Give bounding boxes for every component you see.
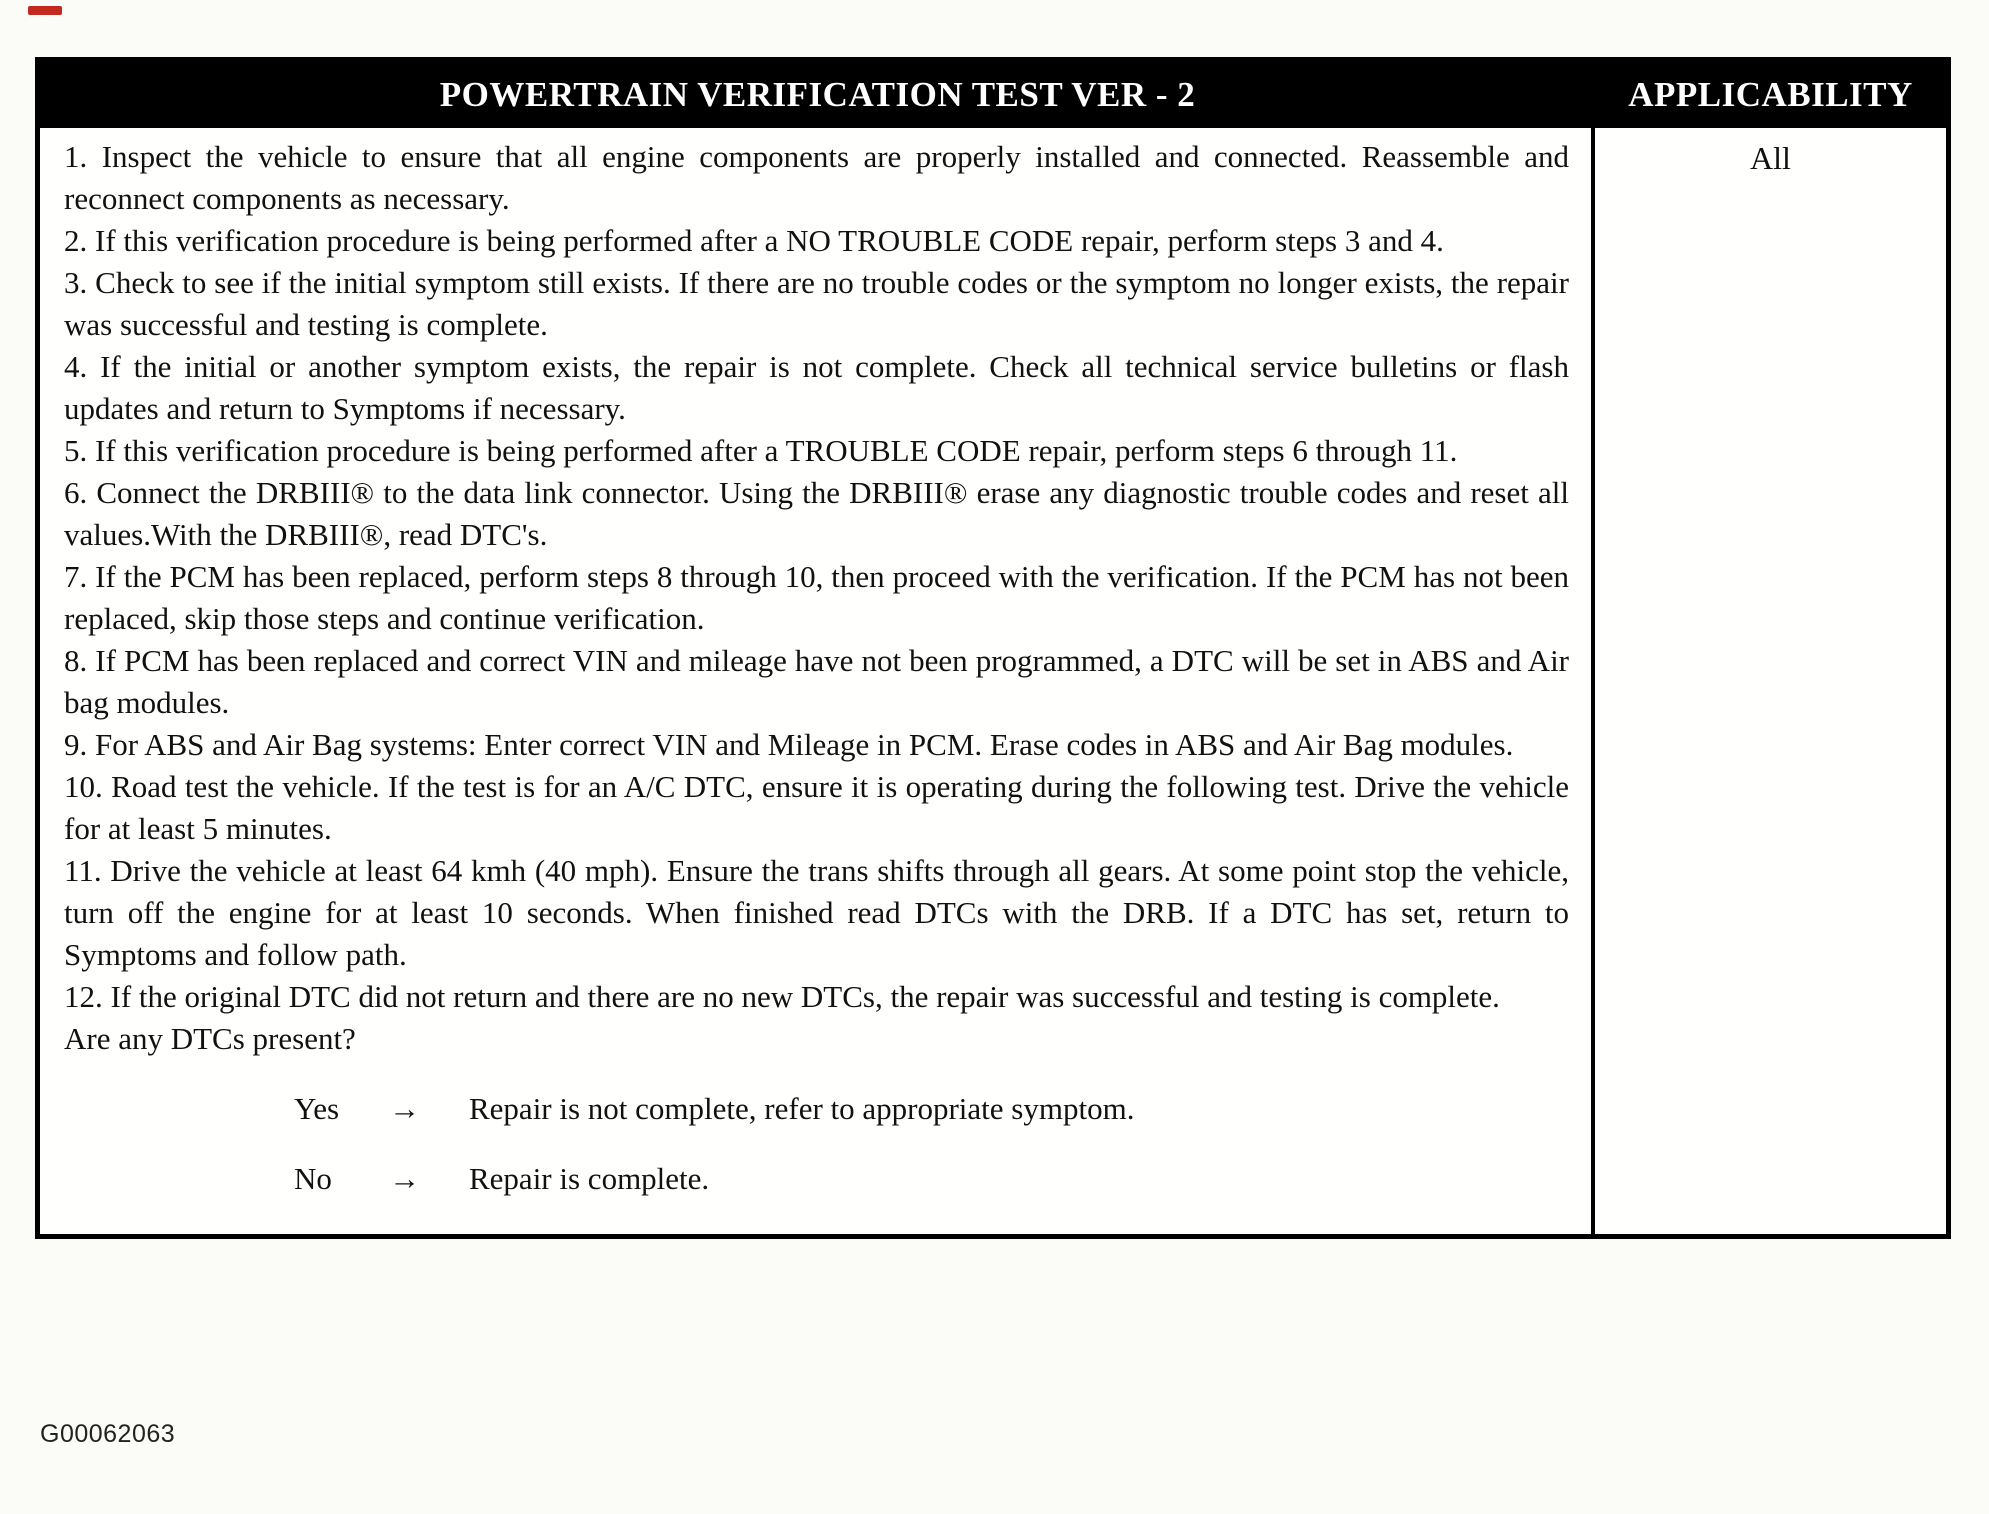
table-title: POWERTRAIN VERIFICATION TEST VER - 2 (439, 75, 1196, 114)
procedure-step: 4. If the initial or another symptom exists, the repair is not complete. Check all technical service bulletins or flash updates and return to Symptoms if necessary. (64, 349, 1569, 426)
yes-label: Yes (294, 1091, 340, 1126)
procedure-step: 9. For ABS and Air Bag systems: Enter correct VIN and Mileage in PCM. Erase codes in ABS and Air Bag modules. (64, 727, 1514, 762)
no-result-text: Repair is complete. (469, 1161, 710, 1196)
answer-row-no (64, 1158, 1569, 1200)
procedure-step: 2. If this verification procedure is being performed after a NO TROUBLE CODE repair, perform steps 3 and 4. (64, 223, 1444, 258)
answer-indent (64, 1088, 294, 1130)
procedure-step: 8. If PCM has been replaced and correct VIN and mileage have not been programmed, a DTC will be set in ABS and Air bag modules. (64, 643, 1569, 720)
verification-table (35, 57, 1951, 1239)
arrow-icon: → (389, 1161, 420, 1196)
arrow-icon: → (389, 1091, 420, 1126)
red-pen-mark (28, 6, 62, 15)
procedure-steps (40, 128, 1595, 1234)
table-body (40, 128, 1946, 1234)
procedure-step: 1. Inspect the vehicle to ensure that all engine components are properly installed and connected. Reassemble and reconnect components as necessary. (64, 139, 1569, 216)
procedure-step: 11. Drive the vehicle at least 64 kmh (40 mph). Ensure the trans shifts through all gears. At some point stop the vehicle, turn off the engine for at least 10 seconds. When finished read DTCs with the DRB. If a DTC has set, return to Symptoms and follow path. (64, 853, 1569, 972)
procedure-step: 5. If this verification procedure is being performed after a TROUBLE CODE repair, perform steps 6 through 11. (64, 433, 1458, 468)
answer-indent (64, 1158, 294, 1200)
answer-row-yes (64, 1088, 1569, 1130)
figure-id: G00062063 (40, 1420, 176, 1448)
procedure-step: 3. Check to see if the initial symptom still exists. If there are no trouble codes or the symptom no longer exists, the repair was successful and testing is complete. (64, 265, 1569, 342)
applicability-column-header: APPLICABILITY (1628, 75, 1913, 114)
procedure-step: 10. Road test the vehicle. If the test is for an A/C DTC, ensure it is operating during the following test. Drive the vehicle for at least 5 minutes. (64, 769, 1569, 846)
no-label: No (294, 1161, 332, 1196)
question-text: Are any DTCs present? (64, 1021, 356, 1056)
table-header (40, 62, 1946, 128)
procedure-step: 7. If the PCM has been replaced, perform steps 8 through 10, then proceed with the verification. If the PCM has not been replaced, skip those steps and continue verification. (64, 559, 1569, 636)
applicability-value: All (1750, 140, 1791, 176)
procedure-step: 12. If the original DTC did not return and there are no new DTCs, the repair was successful and testing is complete. (64, 979, 1500, 1014)
yes-result-text: Repair is not complete, refer to appropriate symptom. (469, 1091, 1135, 1126)
procedure-step: 6. Connect the DRBIII® to the data link connector. Using the DRBIII® erase any diagnostic trouble codes and reset all values.With the DRBIII®, read DTC's. (64, 475, 1569, 552)
